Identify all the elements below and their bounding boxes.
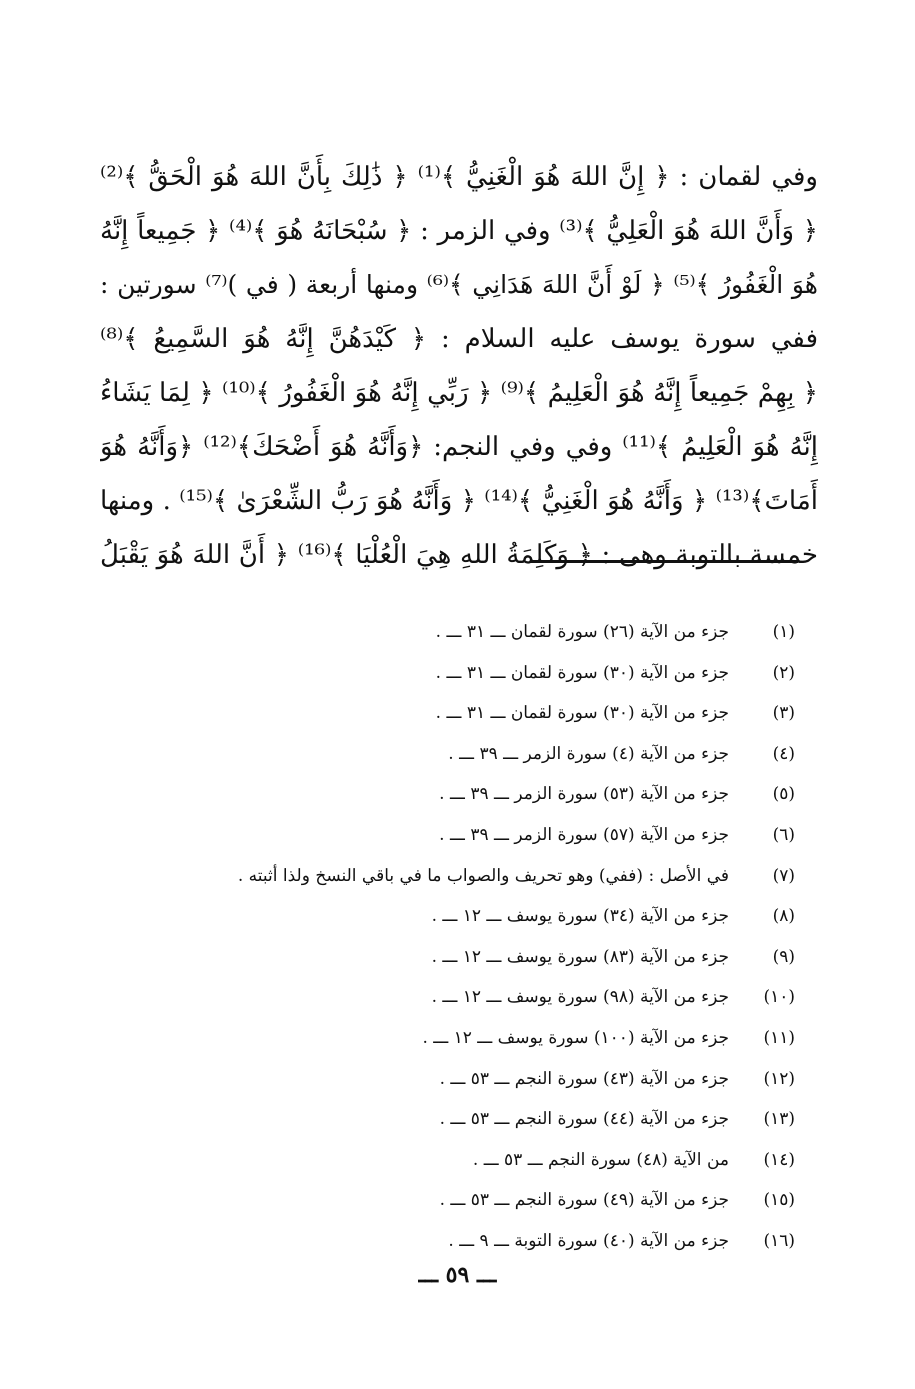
footnote-number: (٥) — [772, 784, 795, 805]
footnote-text: جزء من الآية (٩٨) سورة يوسف ـــ ١٢ ـــ . — [431, 987, 729, 1008]
footnote-number: (٧) — [772, 865, 795, 886]
footnote-item — [155, 815, 795, 856]
footnote-text: جزء من الآية (٤) سورة الزمر ـــ ٣٩ ـــ . — [448, 743, 729, 764]
footnote-text: جزء من الآية (٨٣) سورة يوسف ـــ ١٢ ـــ . — [431, 946, 729, 967]
footnote-text: جزء من الآية (٣٤) سورة يوسف ـــ ١٢ ـــ . — [431, 906, 729, 927]
footnote-text: جزء من الآية (٤٩) سورة النجم ـــ ٥٣ ـــ . — [439, 1190, 729, 1211]
text-line: ﴿ بِهِمْ جَمِيعاً إِنَّهُ هُوَ الْعَلِيمُ ﴾⁽⁹⁾ ﴿ رَبِّي إِنَّهُ هُوَ الْغَفُورُ ﴾⁽¹⁰⁾ ﴿ لِمَا يَشَاءُ — [100, 378, 818, 408]
footnote-text: جزء من الآية (٣٠) سورة لقمان ـــ ٣١ ـــ . — [435, 703, 729, 724]
footnote-text: جزء من الآية (١٠٠) سورة يوسف ـــ ١٢ ـــ . — [422, 1027, 729, 1048]
footnote-separator — [530, 560, 798, 563]
footnote-item — [155, 1018, 795, 1059]
footnote-number: (١٢) — [763, 1068, 795, 1089]
footnote-number: (١٥) — [763, 1190, 795, 1211]
text-line: أَمَاتَ﴾⁽¹³⁾ ﴿ وَأَنَّهُ هُوَ الْغَنِيُّ ﴾⁽¹⁴⁾ ﴿ وَأَنَّهُ هُوَ رَبُّ الشِّعْرَىٰ ﴾⁽¹⁵⁾ . ومنها — [100, 486, 818, 516]
footnote-item — [155, 734, 795, 775]
footnote-number: (١٠) — [763, 987, 795, 1008]
footnote-item — [155, 937, 795, 978]
footnote-number: (٤) — [772, 743, 795, 764]
footnote-text: جزء من الآية (٢٦) سورة لقمان ـــ ٣١ ـــ . — [435, 622, 729, 642]
main-text-block — [100, 150, 818, 582]
footnote-item — [155, 896, 795, 937]
footnote-item — [155, 693, 795, 734]
footnote-number: (١١) — [763, 1027, 795, 1048]
footnote-text: جزء من الآية (٥٧) سورة الزمر ـــ ٣٩ ـــ . — [439, 824, 729, 845]
footnote-text: من الآية (٤٨) سورة النجم ـــ ٥٣ ـــ . — [472, 1149, 729, 1170]
footnote-item — [155, 1221, 795, 1262]
footnote-number: (١٣) — [763, 1109, 795, 1130]
footnote-text: جزء من الآية (٤٠) سورة التوبة ـــ ٩ ـــ . — [448, 1230, 729, 1251]
footnote-item — [155, 1180, 795, 1221]
footnote-item — [155, 977, 795, 1018]
footnote-item — [155, 1140, 795, 1181]
footnote-number: (٩) — [772, 946, 795, 967]
page-number: ـــ ٥٩ ـــ — [418, 1262, 497, 1288]
text-line: وفي لقمان : ﴿ إِنَّ اللهَ هُوَ الْغَنِيُّ ﴾⁽¹⁾ ﴿ ذَٰلِكَ بِأَنَّ اللهَ هُوَ الْحَقُّ ﴾⁽²⁾ — [100, 162, 818, 192]
footnote-item — [155, 612, 795, 653]
text-line: إِنَّهُ هُوَ الْعَلِيمُ ﴾⁽¹¹⁾ وفي وفي النجم: ﴿وَأَنَّهُ هُوَ أَضْحَكَ﴾⁽¹²⁾ ﴿وَأَنَّهُ هُوَ — [100, 432, 818, 462]
text-line: ففي سورة يوسف عليه السلام : ﴿ كَيْدَهُنَّ إِنَّهُ هُوَ السَّمِيعُ ﴾⁽⁸⁾ — [100, 324, 818, 354]
footnote-number: (٦) — [772, 824, 795, 845]
footnote-number: (٨) — [772, 906, 795, 927]
footnote-item — [155, 1099, 795, 1140]
footnote-number: (١٦) — [763, 1230, 795, 1251]
footnote-number: (١) — [772, 622, 795, 642]
footnote-text: في الأصل : (ففي) وهو تحريف والصواب ما في باقي النسخ ولذا أثبته . — [237, 865, 729, 886]
footnote-item — [155, 774, 795, 815]
footnote-number: (٢) — [772, 662, 795, 683]
footnote-item — [155, 856, 795, 897]
footnote-number: (٣) — [772, 703, 795, 724]
text-line: ﴿ وَأَنَّ اللهَ هُوَ الْعَلِيُّ ﴾⁽³⁾ وفي الزمر : ﴿ سُبْحَانَهُ هُوَ ﴾⁽⁴⁾ ﴿ جَمِيعاً إِنَّهُ — [100, 216, 818, 246]
footnote-item — [155, 1059, 795, 1100]
footnote-text: جزء من الآية (٣٠) سورة لقمان ـــ ٣١ ـــ . — [435, 662, 729, 683]
footnote-text: جزء من الآية (٤٤) سورة النجم ـــ ٥٣ ـــ . — [439, 1109, 729, 1130]
footnote-number: (١٤) — [763, 1149, 795, 1170]
footnote-text: جزء من الآية (٥٣) سورة الزمر ـــ ٣٩ ـــ . — [439, 784, 729, 805]
footnote-item — [155, 653, 795, 694]
footnote-text: جزء من الآية (٤٣) سورة النجم ـــ ٥٣ ـــ . — [439, 1068, 729, 1089]
footnotes-list — [155, 612, 795, 1262]
text-line: خمسة بالتوبة وهى : ﴿ وَكَلِمَةُ اللهِ هِيَ الْعُلْيَا ﴾⁽¹⁶⁾ ﴿ أَنَّ اللهَ هُوَ يَقْبَلُ — [100, 540, 818, 570]
text-line: هُوَ الْغَفُورُ ﴾⁽⁵⁾ ﴿ لَوْ أَنَّ اللهَ هَدَانِي ﴾⁽⁶⁾ ومنها أربعة ( في )⁽⁷⁾ سورتين : — [100, 270, 818, 299]
